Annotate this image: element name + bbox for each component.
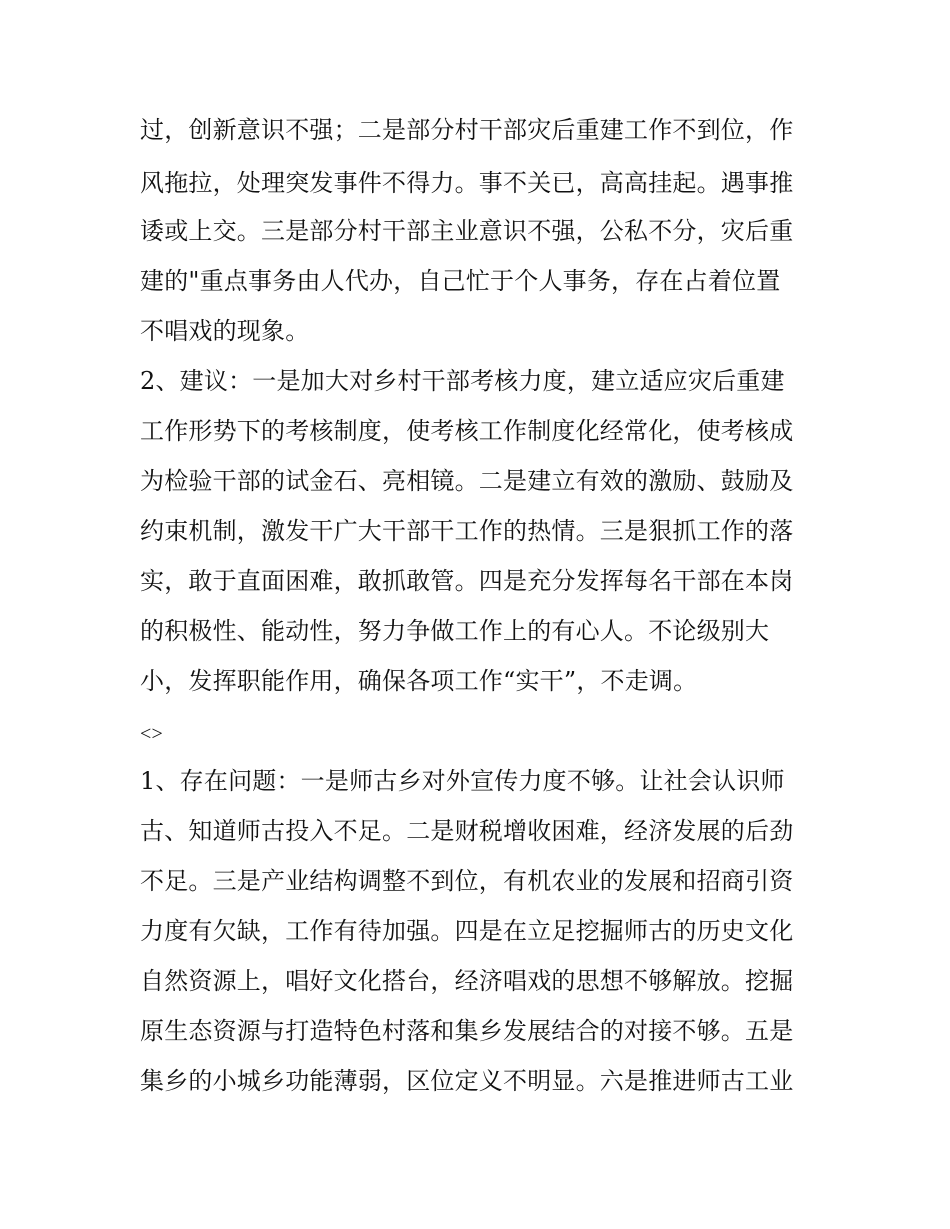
text-line: 2、建议：一是加大对乡村干部考核力度，建立适应灾后重建	[140, 367, 785, 395]
text-line: 不唱戏的现象。	[140, 317, 310, 345]
text-line: 过，创新意识不强；二是部分村干部灾后重建工作不到位，作	[140, 116, 794, 144]
text-line: 原生态资源与打造特色村落和集乡发展结合的对接不够。五是	[140, 1017, 794, 1045]
section-separator: <>	[140, 723, 163, 745]
text-line: 自然资源上，唱好文化搭台，经济唱戏的思想不够解放。挖掘	[140, 967, 794, 995]
text-line: 为检验干部的试金石、亮相镜。二是建立有效的激励、鼓励及	[140, 467, 794, 495]
text-line: 约束机制，激发干广大干部干工作的热情。三是狠抓工作的落	[140, 517, 794, 545]
text-line: 小，发挥职能作用，确保各项工作“实干”，不走调。	[140, 667, 698, 695]
text-line: 实，敢于直面困难，敢抓敢管。四是充分发挥每名干部在本岗	[140, 567, 794, 595]
text-line: 古、知道师古投入不足。二是财税增收困难，经济发展的后劲	[140, 817, 794, 845]
text-line: 的积极性、能动性，努力争做工作上的有心人。不论级别大	[140, 617, 770, 645]
text-line: 力度有欠缺，工作有待加强。四是在立足挖掘师古的历史文化	[140, 917, 794, 945]
text-line: 工作形势下的考核制度，使考核工作制度化经常化，使考核成	[140, 417, 794, 445]
text-line: 1、存在问题：一是师古乡对外宣传力度不够。让社会认识师	[140, 767, 785, 795]
text-line: 集乡的小城乡功能薄弱，区位定义不明显。六是推进师古工业	[140, 1067, 794, 1095]
text-line: 不足。三是产业结构调整不到位，有机农业的发展和招商引资	[140, 867, 794, 895]
text-line: 建的"重点事务由人代办，自己忙于个人事务，存在占着位置	[140, 267, 781, 295]
text-line: 诿或上交。三是部分村干部主业意识不强，公私不分，灾后重	[140, 217, 794, 245]
text-line: 风拖拉，处理突发事件不得力。事不关已，高高挂起。遇事推	[140, 169, 794, 197]
